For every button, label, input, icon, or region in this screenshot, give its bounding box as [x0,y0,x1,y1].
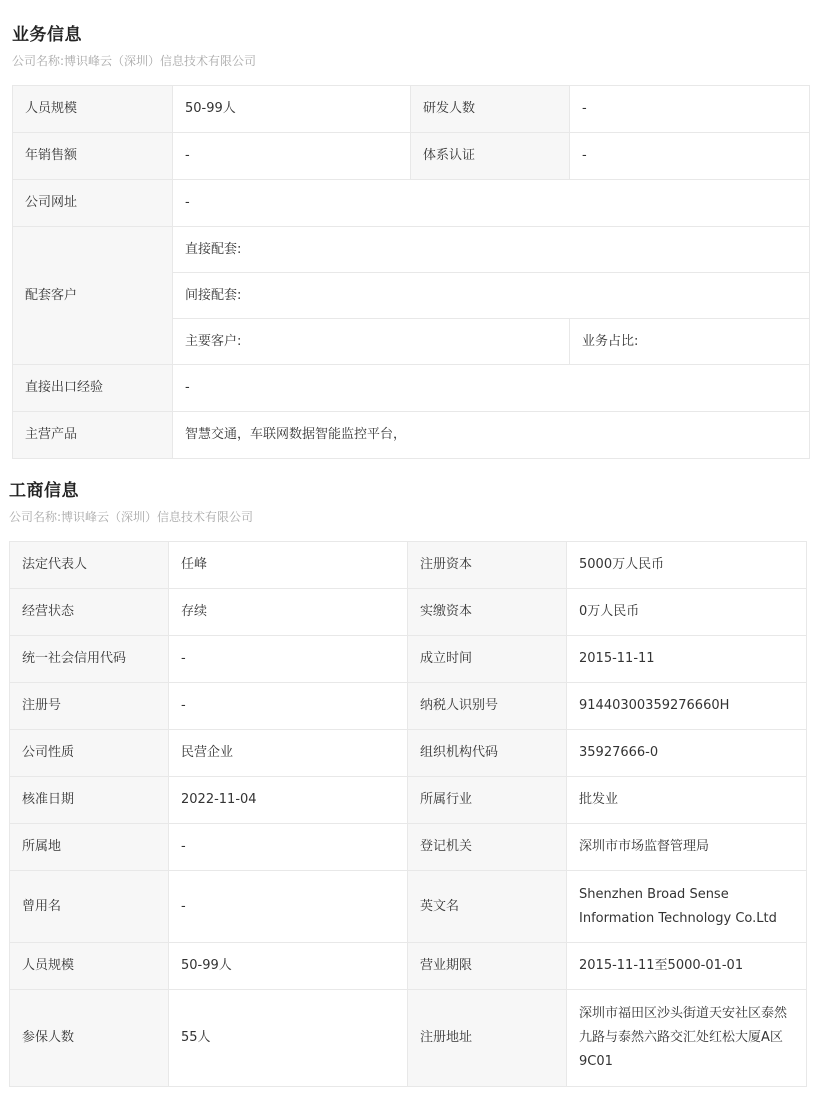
field-label: 注册资本 [408,542,567,589]
main-products-label: 主营产品 [13,412,173,459]
field-label: 经营状态 [10,589,169,636]
table-row [10,990,807,1087]
field-value: 民营企业 [169,730,408,777]
field-label: 所属行业 [408,777,567,824]
table-row [10,824,807,871]
field-label: 注册地址 [408,990,567,1087]
field-value: 91440300359276660H [567,683,807,730]
table-row [10,589,807,636]
table-row [13,412,810,459]
main-customer-label: 主要客户: [173,319,570,365]
field-value: 50-99人 [169,943,408,990]
registration-company-name: 公司名称:博识峰云（深圳）信息技术有限公司 [9,510,254,524]
field-value: 2015-11-11 [567,636,807,683]
field-value: 深圳市福田区沙头街道天安社区泰然九路与泰然六路交汇处红松大厦A区9C01 [567,990,807,1087]
field-label: 营业期限 [408,943,567,990]
direct-supply-label: 直接配套: [173,227,810,273]
table-row [13,227,810,273]
field-label: 组织机构代码 [408,730,567,777]
field-label: 统一社会信用代码 [10,636,169,683]
rd-staff-label: 研发人数 [411,86,570,133]
annual-sales-label: 年销售额 [13,133,173,180]
field-value: 存续 [169,589,408,636]
certification-label: 体系认证 [411,133,570,180]
field-label: 所属地 [10,824,169,871]
table-row [10,683,807,730]
certification-value: - [570,133,810,180]
field-value: - [169,871,408,943]
field-label: 实缴资本 [408,589,567,636]
table-row [13,365,810,412]
table-row [13,133,810,180]
field-value: - [169,824,408,871]
staff-size-label: 人员规模 [13,86,173,133]
table-row [10,777,807,824]
table-row [10,636,807,683]
website-label: 公司网址 [13,180,173,227]
customers-label: 配套客户 [13,227,173,365]
registration-info-table [9,541,807,1087]
website-value: - [173,180,810,227]
field-value: 35927666-0 [567,730,807,777]
field-value: 深圳市市场监督管理局 [567,824,807,871]
field-label: 公司性质 [10,730,169,777]
business-section-title: 业务信息 [12,25,82,45]
field-label: 纳税人识别号 [408,683,567,730]
table-row [10,542,807,589]
business-company-name: 公司名称:博识峰云（深圳）信息技术有限公司 [12,54,257,68]
field-value: 5000万人民币 [567,542,807,589]
field-value: - [169,636,408,683]
field-label: 英文名 [408,871,567,943]
table-row [10,871,807,943]
staff-size-value: 50-99人 [173,86,411,133]
field-value: - [169,683,408,730]
field-value: 任峰 [169,542,408,589]
business-share-label: 业务占比: [570,319,810,365]
field-label: 参保人数 [10,990,169,1087]
annual-sales-value: - [173,133,411,180]
indirect-supply-label: 间接配套: [173,273,810,319]
main-products-value: 智慧交通，车联网数据智能监控平台， [173,412,810,459]
field-value: 2022-11-04 [169,777,408,824]
table-row [10,943,807,990]
field-label: 成立时间 [408,636,567,683]
export-experience-label: 直接出口经验 [13,365,173,412]
field-label: 核准日期 [10,777,169,824]
export-experience-value: - [173,365,810,412]
field-value: 2015-11-11至5000-01-01 [567,943,807,990]
table-row [13,86,810,133]
field-value: Shenzhen Broad Sense Information Technology Co.Ltd [567,871,807,943]
registration-section-title: 工商信息 [9,481,79,501]
table-row [10,730,807,777]
field-value: 0万人民币 [567,589,807,636]
field-label: 注册号 [10,683,169,730]
field-value: 批发业 [567,777,807,824]
field-label: 曾用名 [10,871,169,943]
field-label: 登记机关 [408,824,567,871]
business-info-table [12,85,810,459]
field-label: 法定代表人 [10,542,169,589]
table-row [13,180,810,227]
field-value: 55人 [169,990,408,1087]
rd-staff-value: - [570,86,810,133]
field-label: 人员规模 [10,943,169,990]
